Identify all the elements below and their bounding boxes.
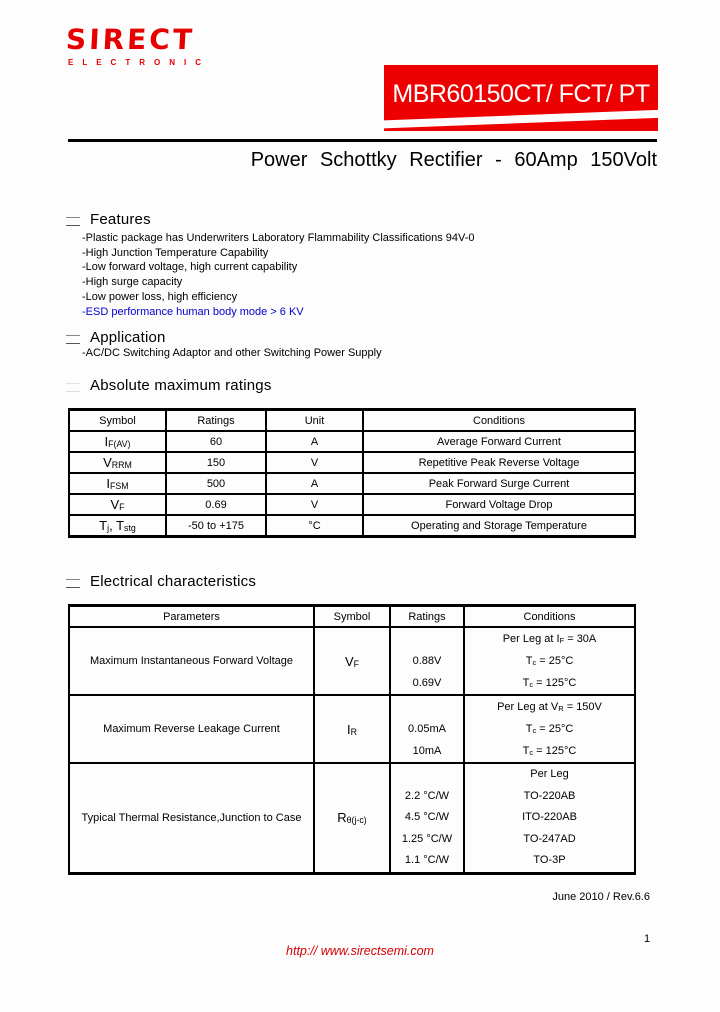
rating-line bbox=[391, 764, 463, 786]
rating-cell: 60 bbox=[166, 431, 266, 452]
table-row bbox=[69, 452, 635, 473]
rating-line: 2.2 °C/W bbox=[404, 789, 450, 802]
symbol-cell: $V_{RRM}$ bbox=[69, 452, 166, 473]
table-row bbox=[69, 627, 635, 695]
column-header-ratings: Ratings bbox=[390, 606, 464, 628]
header-divider bbox=[68, 139, 657, 142]
condition-line: TO-3P bbox=[533, 854, 566, 866]
abs-max-heading-label: Absolute maximum ratings bbox=[90, 377, 272, 394]
symbol-cell: $T_j$, $T_{stg}$ bbox=[69, 515, 166, 537]
section-box-icon bbox=[66, 217, 80, 226]
column-header-symbol: Symbol bbox=[314, 606, 390, 628]
part-number-banner bbox=[384, 65, 658, 131]
condition-line: Per Leg bbox=[530, 768, 569, 780]
symbol-cell: $I_{F(AV)}$ bbox=[69, 431, 166, 452]
banner-swoosh-decoration bbox=[384, 109, 658, 129]
features-heading-label: Features bbox=[90, 211, 151, 228]
parameter-cell: Typical Thermal Resistance,Junction to Case bbox=[69, 763, 314, 873]
rating-line: 1.25 °C/W bbox=[401, 832, 453, 845]
condition-cell: Repetitive Peak Reverse Voltage bbox=[363, 452, 635, 473]
unit-cell: A bbox=[266, 431, 363, 452]
list-item: -High surge capacity bbox=[82, 276, 183, 289]
parameter-cell: Maximum Instantaneous Forward Voltage bbox=[69, 627, 314, 695]
rating-line: 10mA bbox=[412, 745, 442, 757]
symbol-cell: $V_F$ bbox=[314, 627, 390, 695]
column-header-conditions: Conditions bbox=[363, 410, 635, 432]
ratings-cell bbox=[390, 627, 464, 695]
column-header-parameters: Parameters bbox=[69, 606, 314, 628]
rating-line: 4.5 °C/W bbox=[404, 811, 450, 823]
condition-line: TO-220AB bbox=[523, 789, 576, 802]
ratings-cell bbox=[390, 695, 464, 763]
conditions-cell bbox=[464, 627, 635, 695]
conditions-cell bbox=[464, 695, 635, 763]
list-item: -Low power loss, high efficiency bbox=[82, 290, 238, 303]
table-header-row bbox=[69, 410, 635, 432]
condition-cell: Peak Forward Surge Current bbox=[363, 473, 635, 494]
page-title: Power Schottky Rectifier - 60Amp 150Volt bbox=[250, 149, 657, 171]
rating-line: 1.1 °C/W bbox=[404, 854, 450, 866]
electrical-heading bbox=[66, 573, 256, 590]
rating-line: 0.88V bbox=[412, 655, 442, 667]
condition-cell: Operating and Storage Temperature bbox=[363, 515, 635, 537]
section-box-icon bbox=[66, 383, 80, 392]
electrical-heading-label: Electrical characteristics bbox=[90, 573, 257, 590]
section-box-icon bbox=[66, 579, 80, 588]
condition-line: TO-247AD bbox=[523, 832, 576, 845]
rating-line bbox=[391, 628, 463, 650]
ratings-cell bbox=[390, 763, 464, 873]
rating-line: 0.69V bbox=[412, 677, 442, 689]
column-header-symbol: Symbol bbox=[69, 410, 166, 432]
rating-cell: 500 bbox=[166, 473, 266, 494]
conditions-cell bbox=[464, 763, 635, 873]
condition-line: $T_c = 125^\circ C$ bbox=[522, 745, 577, 757]
application-heading bbox=[66, 329, 166, 346]
list-item: -Low forward voltage, high current capability bbox=[82, 261, 298, 274]
unit-cell: V bbox=[266, 494, 363, 515]
condition-line: $T_c = 125^\circ C$ bbox=[522, 677, 577, 689]
application-heading-label: Application bbox=[90, 329, 166, 346]
rating-line: 0.05mA bbox=[408, 723, 446, 735]
page-number: 1 bbox=[644, 933, 651, 945]
condition-cell: Average Forward Current bbox=[363, 431, 635, 452]
rating-cell: 150 bbox=[166, 452, 266, 473]
table-row bbox=[69, 763, 635, 873]
condition-line: ITO-220AB bbox=[522, 811, 577, 823]
table-row bbox=[69, 494, 635, 515]
table-row bbox=[69, 473, 635, 494]
symbol-cell: $I_R$ bbox=[314, 695, 390, 763]
application-list bbox=[82, 346, 382, 361]
symbol-cell: $I_{FSM}$ bbox=[69, 473, 166, 494]
condition-line: Per Leg at $V_R = 150V$ bbox=[497, 701, 602, 713]
part-number-text: MBR60150CT/ FCT/ PT bbox=[392, 80, 650, 108]
electrical-characteristics-table bbox=[68, 604, 636, 875]
table-row bbox=[69, 515, 635, 537]
parameter-cell: Maximum Reverse Leakage Current bbox=[69, 695, 314, 763]
condition-line: Per Leg at $I_F = 30A$ bbox=[502, 633, 597, 645]
list-item: -AC/DC Switching Adaptor and other Switching Power Supply bbox=[82, 347, 382, 359]
rating-line bbox=[391, 696, 463, 718]
list-item: -Plastic package has Underwriters Laboratory Flammability Classifications 94V-0 bbox=[82, 232, 475, 244]
unit-cell: V bbox=[266, 452, 363, 473]
list-item-esd-highlight: -ESD performance human body mode > 6 KV bbox=[82, 305, 304, 318]
brand-logo-subtitle: ELECTRONIC bbox=[68, 58, 210, 67]
table-header-row bbox=[69, 606, 635, 628]
features-heading bbox=[66, 211, 151, 228]
symbol-cell: $R_{\theta(j-c)}$ bbox=[314, 763, 390, 873]
revision-date: June 2010 / Rev.6.6 bbox=[552, 891, 650, 903]
website-link[interactable]: http:// www.sirectsemi.com bbox=[286, 944, 434, 958]
symbol-cell: $V_F$ bbox=[69, 494, 166, 515]
condition-cell: Forward Voltage Drop bbox=[363, 494, 635, 515]
table-row bbox=[69, 431, 635, 452]
absolute-maximum-ratings-table bbox=[68, 408, 636, 538]
condition-line: $T_c = 25^\circ C$ bbox=[525, 655, 574, 667]
brand-logo bbox=[65, 23, 210, 67]
unit-cell: A bbox=[266, 473, 363, 494]
column-header-unit: Unit bbox=[266, 410, 363, 432]
unit-cell: °C bbox=[266, 515, 363, 537]
table-row bbox=[69, 695, 635, 763]
column-header-ratings: Ratings bbox=[166, 410, 266, 432]
section-box-icon bbox=[66, 335, 80, 344]
rating-cell: -50 to +175 bbox=[166, 515, 266, 537]
abs-max-heading bbox=[66, 377, 272, 394]
column-header-conditions: Conditions bbox=[464, 606, 635, 628]
rating-cell: 0.69 bbox=[166, 494, 266, 515]
condition-line: $T_c = 25^\circ C$ bbox=[525, 723, 574, 735]
features-list bbox=[82, 231, 475, 319]
list-item: -High Junction Temperature Capability bbox=[82, 246, 269, 259]
brand-logo-text: SIRECT bbox=[65, 23, 196, 56]
